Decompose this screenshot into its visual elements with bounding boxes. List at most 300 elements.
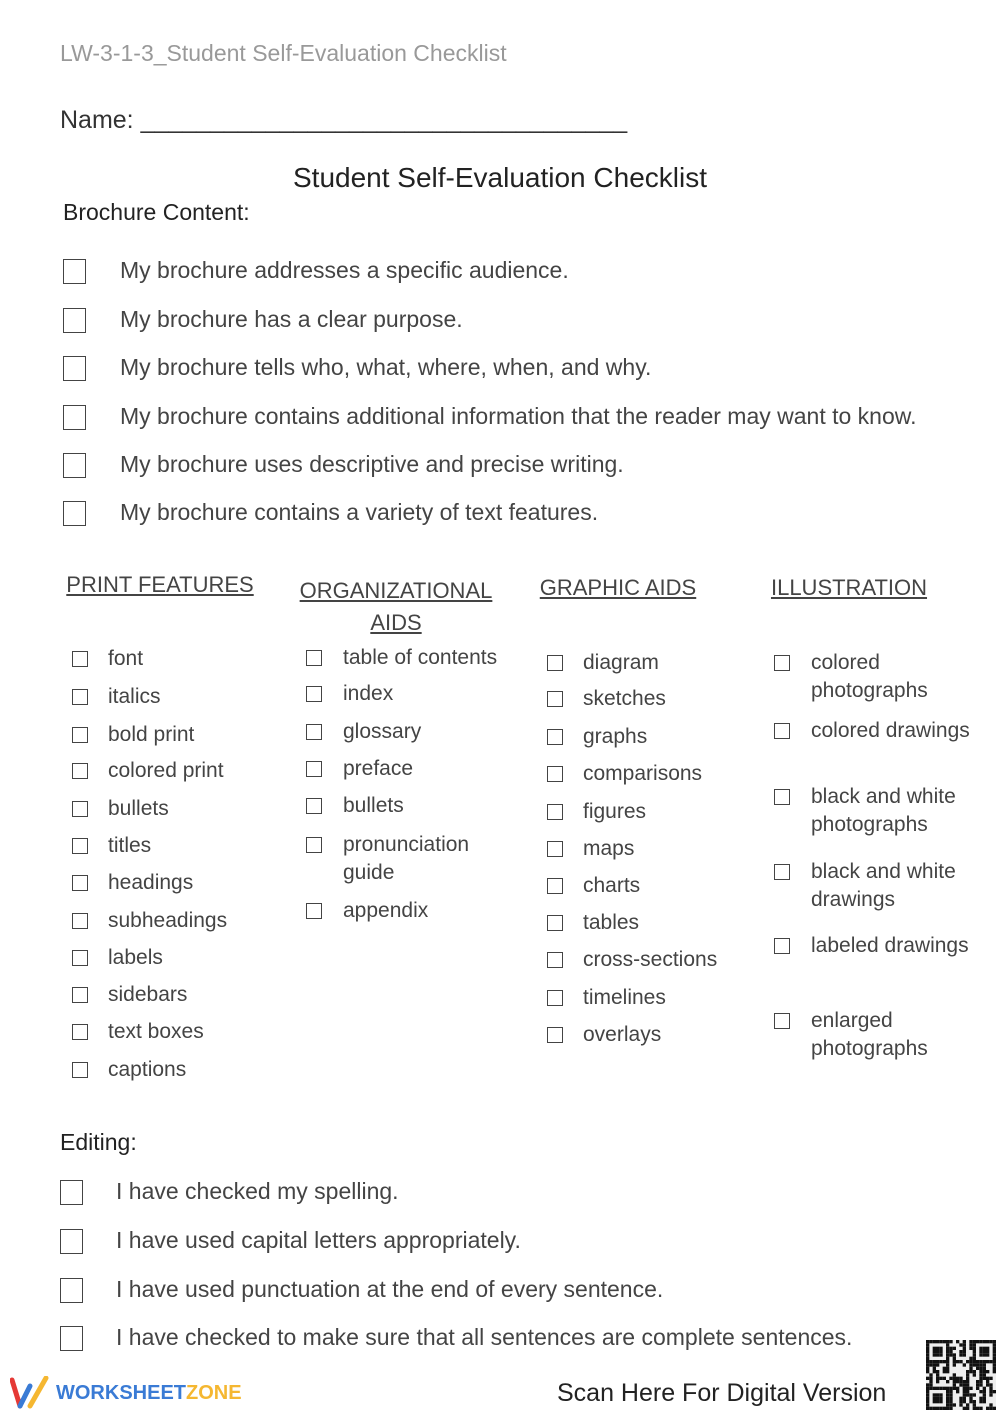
qr-module — [926, 1360, 929, 1363]
qr-module — [969, 1367, 972, 1370]
qr-module — [983, 1350, 986, 1353]
qr-module — [959, 1343, 962, 1346]
qr-module — [943, 1377, 946, 1380]
qr-module — [983, 1377, 986, 1380]
qr-module — [956, 1360, 959, 1363]
qr-module — [973, 1347, 976, 1350]
qr-module — [983, 1393, 986, 1396]
qr-module — [929, 1377, 932, 1380]
qr-module — [949, 1397, 952, 1400]
qr-module — [989, 1390, 992, 1393]
checkbox[interactable] — [306, 798, 322, 814]
qr-module — [986, 1407, 989, 1410]
checkbox[interactable] — [72, 689, 88, 705]
qr-module — [976, 1407, 979, 1410]
qr-module — [963, 1387, 966, 1390]
qr-module — [949, 1403, 952, 1406]
feature-item-label: colored print — [108, 759, 224, 782]
feature-item-label: enlarged photographs — [811, 1009, 928, 1060]
qr-module — [926, 1387, 929, 1390]
qr-module — [936, 1363, 939, 1366]
qr-module — [973, 1403, 976, 1406]
qr-module — [966, 1390, 969, 1393]
qr-module — [946, 1390, 949, 1393]
checkbox[interactable] — [60, 1278, 83, 1303]
checkbox[interactable] — [63, 501, 86, 526]
checkbox[interactable] — [547, 841, 563, 857]
checkbox[interactable] — [774, 655, 790, 671]
qr-module — [966, 1383, 969, 1386]
qr-module — [963, 1397, 966, 1400]
qr-module — [993, 1390, 996, 1393]
feature-item-label: text boxes — [108, 1020, 204, 1043]
qr-module — [956, 1390, 959, 1393]
qr-module — [969, 1397, 972, 1400]
feature-item-label: font — [108, 647, 144, 670]
scan-caption: Scan Here For Digital Version — [557, 1379, 887, 1407]
qr-module — [993, 1357, 996, 1360]
qr-module — [963, 1363, 966, 1366]
qr-module — [969, 1370, 972, 1373]
feature-item-label: preface — [343, 757, 414, 780]
qr-module — [979, 1340, 982, 1343]
qr-module — [953, 1373, 956, 1376]
qr-module — [936, 1353, 939, 1356]
qr-module — [949, 1387, 952, 1390]
qr-module — [939, 1393, 942, 1396]
qr-module — [936, 1347, 939, 1350]
qr-module — [939, 1400, 942, 1403]
qr-module — [979, 1377, 982, 1380]
qr-module — [939, 1360, 942, 1363]
qr-module — [979, 1397, 982, 1400]
qr-module — [926, 1383, 929, 1386]
qr-module — [956, 1380, 959, 1383]
qr-module — [993, 1347, 996, 1350]
qr-module — [983, 1347, 986, 1350]
qr-module — [929, 1407, 932, 1410]
feature-item-label: bullets — [108, 797, 169, 820]
qr-module — [976, 1360, 979, 1363]
qr-module — [956, 1387, 959, 1390]
feature-item-label: charts — [583, 874, 641, 897]
qr-module — [926, 1347, 929, 1350]
qr-module — [939, 1353, 942, 1356]
qr-module — [946, 1400, 949, 1403]
qr-module — [973, 1340, 976, 1343]
checkbox[interactable] — [306, 837, 322, 853]
qr-module — [966, 1377, 969, 1380]
qr-module — [973, 1343, 976, 1346]
qr-module — [979, 1350, 982, 1353]
qr-module — [979, 1360, 982, 1363]
qr-module — [979, 1373, 982, 1376]
qr-module — [926, 1377, 929, 1380]
checkbox[interactable] — [63, 356, 86, 381]
qr-module — [933, 1353, 936, 1356]
checkbox[interactable] — [306, 761, 322, 777]
qr-module — [986, 1340, 989, 1343]
qr-module — [983, 1390, 986, 1393]
qr-module — [949, 1353, 952, 1356]
qr-module — [969, 1400, 972, 1403]
qr-module — [953, 1387, 956, 1390]
qr-module — [966, 1403, 969, 1406]
checkbox[interactable] — [72, 1024, 88, 1040]
qr-module — [966, 1360, 969, 1363]
qr-module — [969, 1357, 972, 1360]
qr-module — [926, 1343, 929, 1346]
qr-module — [979, 1370, 982, 1373]
feature-item-label: black and white photographs — [811, 785, 956, 836]
qr-module — [959, 1397, 962, 1400]
qr-module — [939, 1387, 942, 1390]
qr-module — [963, 1383, 966, 1386]
qr-module — [993, 1407, 996, 1410]
qr-module — [983, 1353, 986, 1356]
qr-module — [936, 1387, 939, 1390]
qr-module — [959, 1350, 962, 1353]
feature-item-label: bullets — [343, 794, 404, 817]
qr-module — [933, 1347, 936, 1350]
qr-module — [953, 1383, 956, 1386]
feature-item-label: colored drawings — [811, 719, 970, 742]
qr-module — [993, 1350, 996, 1353]
qr-module — [933, 1360, 936, 1363]
checklist-item-label: I have used capital letters appropriately. — [116, 1227, 521, 1253]
feature-item-label: labeled drawings — [811, 934, 969, 957]
checkbox[interactable] — [306, 724, 322, 740]
qr-module — [973, 1407, 976, 1410]
checkbox[interactable] — [547, 729, 563, 745]
qr-module — [926, 1367, 929, 1370]
qr-module — [973, 1350, 976, 1353]
qr-module — [946, 1363, 949, 1366]
feature-item-label: headings — [108, 871, 194, 894]
checkbox[interactable] — [60, 1326, 83, 1351]
qr-module — [976, 1383, 979, 1386]
qr-module — [969, 1360, 972, 1363]
qr-module — [926, 1397, 929, 1400]
qr-module — [959, 1400, 962, 1403]
qr-module — [943, 1370, 946, 1373]
checkbox[interactable] — [306, 903, 322, 919]
qr-module — [953, 1377, 956, 1380]
qr-module — [959, 1380, 962, 1383]
feature-item-label: overlays — [583, 1023, 662, 1046]
qr-module — [983, 1373, 986, 1376]
feature-item-label: colored photographs — [811, 651, 928, 702]
checkbox[interactable] — [72, 950, 88, 966]
qr-module — [933, 1350, 936, 1353]
qr-module — [989, 1360, 992, 1363]
qr-module — [926, 1400, 929, 1403]
qr-module — [933, 1370, 936, 1373]
checkbox[interactable] — [72, 987, 88, 1003]
feature-item-label: subheadings — [108, 909, 228, 932]
qr-module — [986, 1347, 989, 1350]
qr-module — [963, 1353, 966, 1356]
feature-item-label: table of contents — [343, 646, 498, 669]
checkbox[interactable] — [547, 691, 563, 707]
checkbox[interactable] — [63, 308, 86, 333]
qr-module — [963, 1343, 966, 1346]
checkbox[interactable] — [306, 650, 322, 666]
checkbox[interactable] — [306, 686, 322, 702]
qr-module — [943, 1387, 946, 1390]
qr-module — [979, 1390, 982, 1393]
checkbox[interactable] — [547, 915, 563, 931]
qr-module — [979, 1347, 982, 1350]
qr-module — [953, 1353, 956, 1356]
checkbox[interactable] — [547, 990, 563, 1006]
qr-module — [933, 1387, 936, 1390]
qr-module — [986, 1350, 989, 1353]
qr-module — [946, 1360, 949, 1363]
qr-module — [929, 1363, 932, 1366]
checkbox[interactable] — [72, 1062, 88, 1078]
qr-module — [963, 1380, 966, 1383]
document-id: LW-3-1-3_Student Self-Evaluation Checklist — [60, 40, 507, 66]
qr-module — [939, 1340, 942, 1343]
qr-module — [936, 1380, 939, 1383]
qr-module — [949, 1393, 952, 1396]
feature-item-label: labels — [108, 946, 163, 969]
qr-module — [939, 1407, 942, 1410]
checkbox[interactable] — [774, 1013, 790, 1029]
qr-module — [973, 1357, 976, 1360]
qr-module — [963, 1400, 966, 1403]
qr-module — [926, 1393, 929, 1396]
checkbox[interactable] — [774, 789, 790, 805]
checkbox[interactable] — [547, 878, 563, 894]
checkbox[interactable] — [774, 938, 790, 954]
qr-module — [966, 1370, 969, 1373]
checklist-item-label: I have used punctuation at the end of every sentence. — [116, 1276, 664, 1302]
qr-module — [989, 1340, 992, 1343]
column-heading-illustration: ILLUSTRATION — [770, 575, 928, 600]
checkbox[interactable] — [774, 723, 790, 739]
qr-module — [989, 1393, 992, 1396]
checkbox[interactable] — [72, 651, 88, 667]
qr-module — [949, 1350, 952, 1353]
qr-module — [929, 1380, 932, 1383]
qr-module — [983, 1360, 986, 1363]
qr-module — [986, 1353, 989, 1356]
checkbox[interactable] — [72, 727, 88, 743]
feature-item-label: bold print — [108, 723, 195, 746]
qr-module — [936, 1373, 939, 1376]
qr-module — [946, 1347, 949, 1350]
qr-module — [973, 1373, 976, 1376]
qr-module — [926, 1357, 929, 1360]
checkbox[interactable] — [774, 864, 790, 880]
logo-icon — [10, 1376, 50, 1410]
feature-item-label: maps — [583, 837, 635, 860]
checkbox[interactable] — [72, 838, 88, 854]
qr-module — [983, 1363, 986, 1366]
qr-module — [979, 1407, 982, 1410]
checkbox[interactable] — [63, 453, 86, 478]
qr-module — [993, 1370, 996, 1373]
qr-module — [953, 1380, 956, 1383]
checkbox[interactable] — [63, 405, 86, 430]
qr-module — [989, 1377, 992, 1380]
checkbox[interactable] — [547, 766, 563, 782]
checklist-item-label: My brochure addresses a specific audience. — [120, 257, 569, 283]
qr-module — [979, 1383, 982, 1386]
qr-module — [963, 1407, 966, 1410]
qr-module — [956, 1340, 959, 1343]
qr-module — [993, 1343, 996, 1346]
qr-module — [933, 1367, 936, 1370]
qr-module — [983, 1367, 986, 1370]
qr-module — [973, 1353, 976, 1356]
qr-module — [946, 1353, 949, 1356]
qr-module — [973, 1400, 976, 1403]
checkbox[interactable] — [72, 801, 88, 817]
checkbox[interactable] — [72, 913, 88, 929]
feature-item-label: graphs — [583, 725, 648, 748]
logo-main: WORKSHEET — [56, 1381, 186, 1404]
qr-module — [953, 1347, 956, 1350]
editing-heading: Editing: — [60, 1129, 137, 1155]
qr-module — [986, 1360, 989, 1363]
qr-module — [936, 1350, 939, 1353]
checklist-item-label: I have checked to make sure that all sentences are complete sentences. — [116, 1324, 853, 1350]
qr-module — [959, 1383, 962, 1386]
qr-module — [926, 1370, 929, 1373]
checkbox[interactable] — [547, 655, 563, 671]
qr-module — [993, 1363, 996, 1366]
qr-module — [989, 1383, 992, 1386]
checklist-item-label: My brochure tells who, what, where, when, and why. — [120, 354, 652, 380]
qr-module — [966, 1373, 969, 1376]
qr-module — [969, 1340, 972, 1343]
qr-module — [966, 1380, 969, 1383]
page-title: Student Self-Evaluation Checklist — [293, 162, 707, 193]
qr-module — [933, 1393, 936, 1396]
qr-module — [953, 1363, 956, 1366]
logo-text — [56, 1382, 242, 1405]
qr-module — [976, 1387, 979, 1390]
qr-module — [949, 1347, 952, 1350]
heading-line: ORGANIZATIONAL — [299, 578, 493, 603]
qr-module — [976, 1367, 979, 1370]
qr-module — [929, 1387, 932, 1390]
qr-module — [979, 1353, 982, 1356]
qr-module — [969, 1347, 972, 1350]
qr-module — [929, 1383, 932, 1386]
checkbox[interactable] — [60, 1180, 83, 1205]
column-heading-graphic: GRAPHIC AIDS — [539, 575, 697, 600]
checkbox[interactable] — [547, 952, 563, 968]
qr-module — [993, 1367, 996, 1370]
qr-module — [986, 1370, 989, 1373]
checkbox[interactable] — [547, 1027, 563, 1043]
qr-module — [973, 1370, 976, 1373]
feature-item-label: tables — [583, 911, 640, 934]
qr-module — [983, 1397, 986, 1400]
qr-module — [959, 1360, 962, 1363]
checkbox[interactable] — [60, 1229, 83, 1254]
qr-code-icon[interactable] — [926, 1340, 996, 1410]
checklist-item-label: My brochure contains a variety of text features. — [120, 499, 599, 525]
name-field[interactable]: Name: ___________________________________ — [60, 106, 628, 134]
feature-item-label: figures — [583, 800, 647, 823]
qr-module — [946, 1367, 949, 1370]
qr-module — [976, 1340, 979, 1343]
qr-module — [979, 1367, 982, 1370]
qr-module — [959, 1377, 962, 1380]
feature-item-label: sketches — [583, 687, 666, 710]
qr-module — [929, 1373, 932, 1376]
column-heading-organizational — [296, 575, 496, 639]
qr-module — [946, 1357, 949, 1360]
qr-module — [949, 1390, 952, 1393]
qr-module — [949, 1400, 952, 1403]
qr-module — [983, 1387, 986, 1390]
checkbox[interactable] — [72, 763, 88, 779]
qr-module — [959, 1353, 962, 1356]
qr-module — [933, 1400, 936, 1403]
qr-module — [929, 1360, 932, 1363]
qr-module — [946, 1403, 949, 1406]
qr-module — [939, 1377, 942, 1380]
qr-module — [929, 1340, 932, 1343]
qr-module — [969, 1343, 972, 1346]
qr-module — [933, 1407, 936, 1410]
qr-module — [993, 1340, 996, 1343]
brochure-heading: Brochure Content: — [63, 199, 250, 225]
checklist-item-label: I have checked my spelling. — [116, 1178, 399, 1204]
checkbox[interactable] — [63, 259, 86, 284]
qr-module — [946, 1387, 949, 1390]
feature-item-label: glossary — [343, 720, 422, 743]
qr-module — [983, 1340, 986, 1343]
qr-module — [949, 1340, 952, 1343]
heading-line: AIDS — [370, 610, 422, 635]
qr-module — [949, 1377, 952, 1380]
qr-module — [963, 1340, 966, 1343]
qr-module — [946, 1343, 949, 1346]
qr-module — [973, 1360, 976, 1363]
checkbox[interactable] — [547, 804, 563, 820]
qr-module — [989, 1387, 992, 1390]
qr-module — [979, 1380, 982, 1383]
qr-module — [936, 1340, 939, 1343]
qr-module — [993, 1353, 996, 1356]
qr-module — [936, 1407, 939, 1410]
qr-module — [946, 1380, 949, 1383]
feature-item-label: captions — [108, 1058, 187, 1081]
qr-module — [936, 1397, 939, 1400]
qr-module — [946, 1340, 949, 1343]
qr-module — [946, 1397, 949, 1400]
qr-module — [946, 1350, 949, 1353]
qr-module — [986, 1377, 989, 1380]
qr-module — [986, 1380, 989, 1383]
qr-module — [926, 1340, 929, 1343]
qr-module — [943, 1407, 946, 1410]
qr-module — [976, 1380, 979, 1383]
qr-module — [936, 1393, 939, 1396]
checkbox[interactable] — [72, 875, 88, 891]
qr-module — [949, 1407, 952, 1410]
qr-module — [939, 1350, 942, 1353]
qr-module — [969, 1363, 972, 1366]
logo-accent: ZONE — [186, 1381, 242, 1404]
